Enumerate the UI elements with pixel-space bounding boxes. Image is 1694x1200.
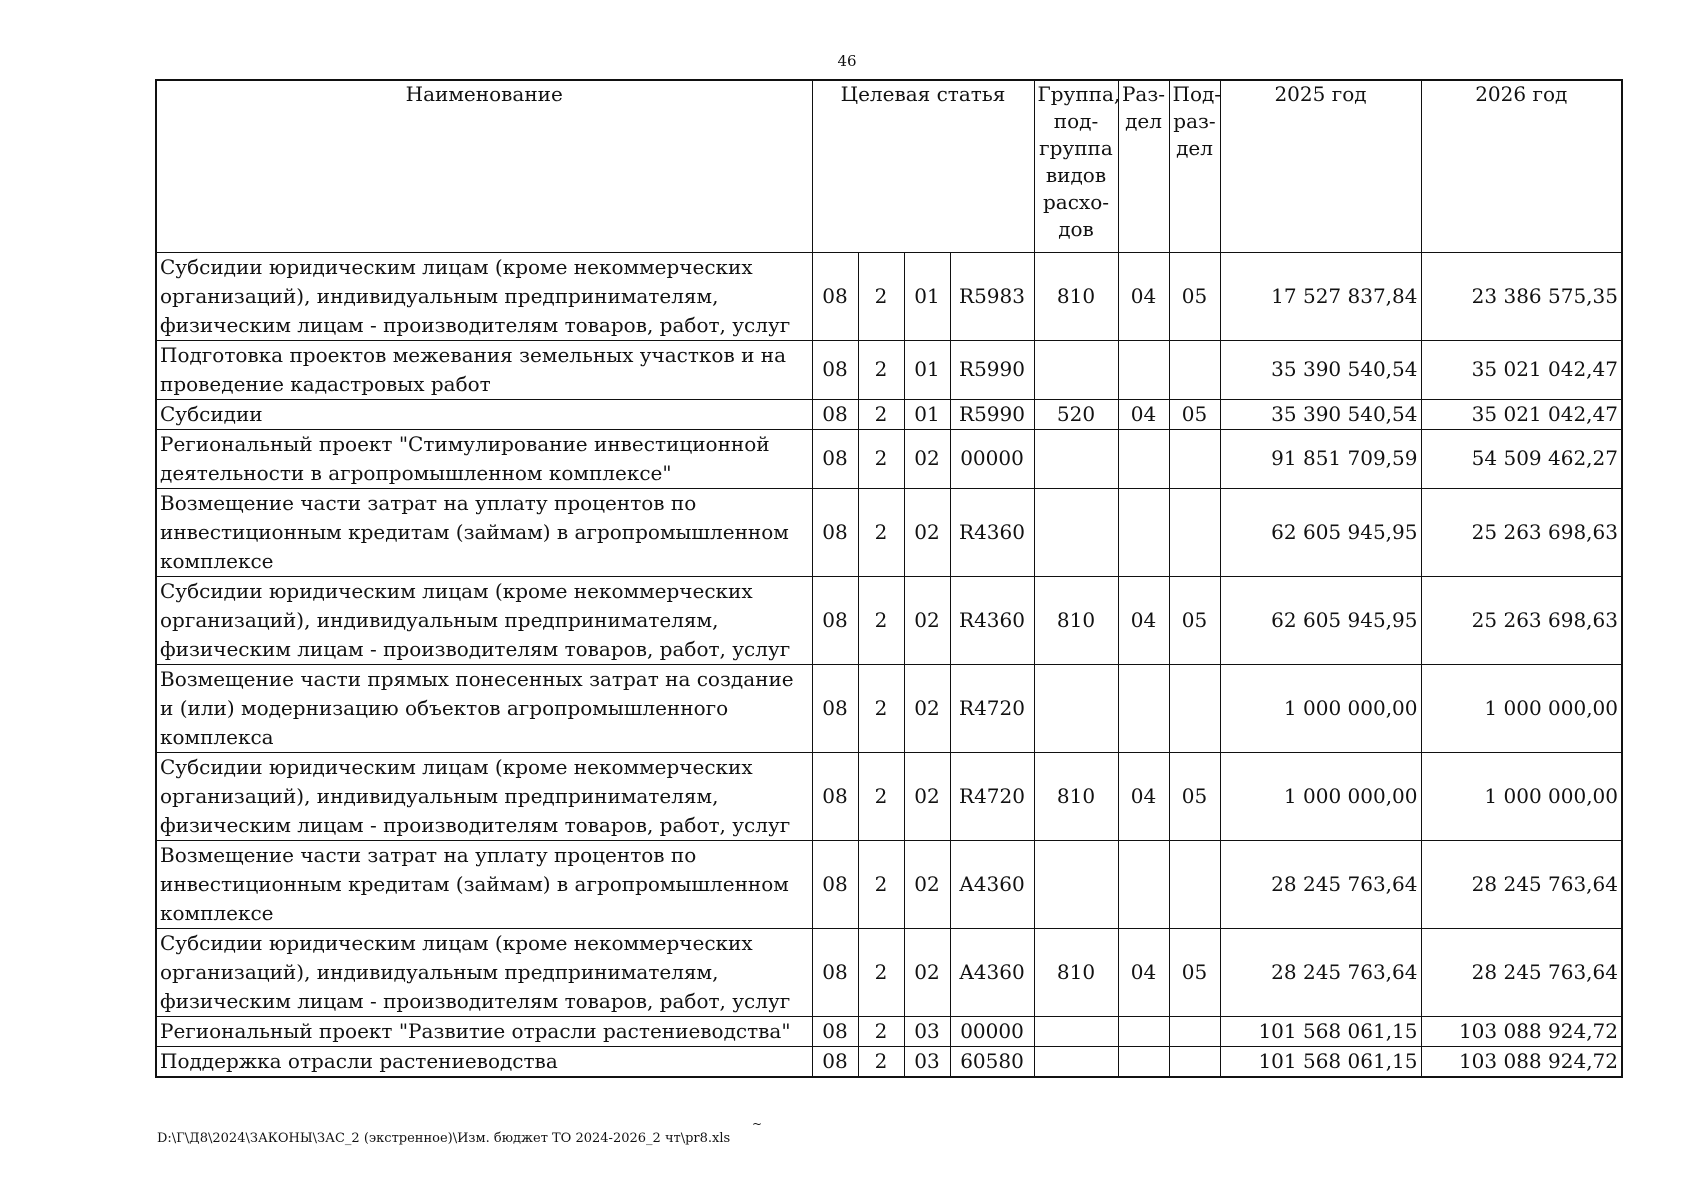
table-row	[156, 340, 1622, 399]
table-row	[156, 399, 1622, 429]
row-code-direction: R5990	[950, 399, 1034, 429]
row-amount-2025: 101 568 061,15	[1220, 1016, 1421, 1046]
row-section	[1118, 488, 1169, 576]
row-code-direction: 00000	[950, 429, 1034, 488]
row-code-subprogram: 2	[858, 399, 904, 429]
row-code-subprogram: 2	[858, 840, 904, 928]
table-row	[156, 576, 1622, 664]
row-code-subprogram: 2	[858, 252, 904, 340]
row-code-main-event: 01	[904, 399, 950, 429]
row-code-main-event: 02	[904, 488, 950, 576]
row-code-direction: R5983	[950, 252, 1034, 340]
row-code-direction: R4720	[950, 752, 1034, 840]
row-section: 04	[1118, 252, 1169, 340]
row-name: Субсидии	[156, 399, 812, 429]
row-amount-2025: 28 245 763,64	[1220, 928, 1421, 1016]
row-amount-2025: 28 245 763,64	[1220, 840, 1421, 928]
row-code-subprogram: 2	[858, 576, 904, 664]
row-section: 04	[1118, 752, 1169, 840]
table-row	[156, 664, 1622, 752]
row-code-program: 08	[812, 752, 858, 840]
row-code-subprogram: 2	[858, 340, 904, 399]
row-amount-2025: 101 568 061,15	[1220, 1046, 1421, 1077]
row-section	[1118, 1046, 1169, 1077]
row-amount-2025: 35 390 540,54	[1220, 399, 1421, 429]
row-code-direction: R4720	[950, 664, 1034, 752]
row-amount-2026: 103 088 924,72	[1421, 1016, 1622, 1046]
header-year-2025: 2025 год	[1220, 80, 1421, 252]
row-amount-2025: 17 527 837,84	[1220, 252, 1421, 340]
row-name: Возмещение части прямых понесенных затрат на создание и (или) модернизацию объектов агропромышленного комплекса	[156, 664, 812, 752]
row-expense-group	[1034, 488, 1118, 576]
row-code-subprogram: 2	[858, 488, 904, 576]
row-amount-2026: 25 263 698,63	[1421, 576, 1622, 664]
row-code-subprogram: 2	[858, 928, 904, 1016]
row-expense-group: 520	[1034, 399, 1118, 429]
row-code-direction: A4360	[950, 840, 1034, 928]
table-row	[156, 840, 1622, 928]
row-code-subprogram: 2	[858, 664, 904, 752]
footer-file-path: D:\Г\Д8\2024\ЗАКОНЫ\ЗАС_2 (экстренное)\Изм. бюджет ТО 2024-2026_2 чт\pr8.xls	[157, 1131, 731, 1146]
row-section: 04	[1118, 576, 1169, 664]
row-section: 04	[1118, 399, 1169, 429]
row-code-program: 08	[812, 429, 858, 488]
row-code-direction: R5990	[950, 340, 1034, 399]
row-code-direction: R4360	[950, 488, 1034, 576]
row-code-direction: 00000	[950, 1016, 1034, 1046]
row-code-subprogram: 2	[858, 1016, 904, 1046]
row-code-direction: R4360	[950, 576, 1034, 664]
row-code-subprogram: 2	[858, 1046, 904, 1077]
row-subsection	[1169, 664, 1220, 752]
row-amount-2026: 103 088 924,72	[1421, 1046, 1622, 1077]
row-code-direction: A4360	[950, 928, 1034, 1016]
row-amount-2026: 28 245 763,64	[1421, 840, 1622, 928]
row-amount-2026: 35 021 042,47	[1421, 340, 1622, 399]
row-amount-2025: 1 000 000,00	[1220, 752, 1421, 840]
header-section: Раз-дел	[1118, 80, 1169, 252]
row-amount-2025: 91 851 709,59	[1220, 429, 1421, 488]
row-expense-group: 810	[1034, 928, 1118, 1016]
table-row	[156, 752, 1622, 840]
row-name: Подготовка проектов межевания земельных участков и на проведение кадастровых работ	[156, 340, 812, 399]
row-code-subprogram: 2	[858, 429, 904, 488]
header-expense-group: Группа, под-группа видов расхо-дов	[1034, 80, 1118, 252]
row-amount-2026: 25 263 698,63	[1421, 488, 1622, 576]
row-amount-2025: 62 605 945,95	[1220, 576, 1421, 664]
row-code-program: 08	[812, 340, 858, 399]
row-code-main-event: 03	[904, 1016, 950, 1046]
row-expense-group	[1034, 429, 1118, 488]
row-subsection	[1169, 429, 1220, 488]
table-row	[156, 928, 1622, 1016]
budget-table	[155, 79, 1623, 1078]
header-year-2026: 2026 год	[1421, 80, 1622, 252]
row-code-main-event: 02	[904, 840, 950, 928]
row-expense-group: 810	[1034, 576, 1118, 664]
row-code-main-event: 02	[904, 928, 950, 1016]
row-code-main-event: 02	[904, 576, 950, 664]
table-row	[156, 1016, 1622, 1046]
row-code-direction: 60580	[950, 1046, 1034, 1077]
row-code-program: 08	[812, 399, 858, 429]
row-subsection	[1169, 1046, 1220, 1077]
row-amount-2025: 62 605 945,95	[1220, 488, 1421, 576]
row-subsection	[1169, 840, 1220, 928]
table-row	[156, 429, 1622, 488]
row-expense-group: 810	[1034, 752, 1118, 840]
header-name: Наименование	[156, 80, 812, 252]
row-expense-group	[1034, 340, 1118, 399]
row-subsection: 05	[1169, 752, 1220, 840]
row-amount-2025: 35 390 540,54	[1220, 340, 1421, 399]
row-name: Субсидии юридическим лицам (кроме некоммерческих организаций), индивидуальным предпринимателям, физическим лицам - производителям товаров, работ, услуг	[156, 752, 812, 840]
row-expense-group: 810	[1034, 252, 1118, 340]
row-subsection	[1169, 488, 1220, 576]
row-expense-group	[1034, 1046, 1118, 1077]
row-amount-2026: 28 245 763,64	[1421, 928, 1622, 1016]
table-header-row	[156, 80, 1622, 252]
row-code-program: 08	[812, 1016, 858, 1046]
table-row	[156, 1046, 1622, 1077]
row-code-program: 08	[812, 1046, 858, 1077]
scan-mark: ~	[752, 1117, 763, 1131]
row-name: Субсидии юридическим лицам (кроме некоммерческих организаций), индивидуальным предпринимателям, физическим лицам - производителям товаров, работ, услуг	[156, 252, 812, 340]
row-expense-group	[1034, 840, 1118, 928]
row-section: 04	[1118, 928, 1169, 1016]
row-section	[1118, 429, 1169, 488]
row-section	[1118, 1016, 1169, 1046]
row-amount-2026: 35 021 042,47	[1421, 399, 1622, 429]
row-expense-group	[1034, 1016, 1118, 1046]
row-amount-2025: 1 000 000,00	[1220, 664, 1421, 752]
table-row	[156, 488, 1622, 576]
row-code-main-event: 01	[904, 340, 950, 399]
page-number: 46	[837, 52, 857, 70]
row-name: Поддержка отрасли растениеводства	[156, 1046, 812, 1077]
row-code-program: 08	[812, 488, 858, 576]
table-row	[156, 252, 1622, 340]
row-code-main-event: 02	[904, 664, 950, 752]
row-code-main-event: 01	[904, 252, 950, 340]
row-code-subprogram: 2	[858, 752, 904, 840]
row-subsection: 05	[1169, 928, 1220, 1016]
row-name: Субсидии юридическим лицам (кроме некоммерческих организаций), индивидуальным предпринимателям, физическим лицам - производителям товаров, работ, услуг	[156, 576, 812, 664]
row-name: Субсидии юридическим лицам (кроме некоммерческих организаций), индивидуальным предпринимателям, физическим лицам - производителям товаров, работ, услуг	[156, 928, 812, 1016]
row-amount-2026: 1 000 000,00	[1421, 752, 1622, 840]
row-amount-2026: 23 386 575,35	[1421, 252, 1622, 340]
row-code-program: 08	[812, 840, 858, 928]
row-expense-group	[1034, 664, 1118, 752]
row-code-program: 08	[812, 664, 858, 752]
row-code-main-event: 02	[904, 429, 950, 488]
row-name: Региональный проект "Стимулирование инвестиционной деятельности в агропромышленном комплексе"	[156, 429, 812, 488]
row-name: Возмещение части затрат на уплату процентов по инвестиционным кредитам (займам) в агропромышленном комплексе	[156, 840, 812, 928]
row-subsection: 05	[1169, 399, 1220, 429]
row-code-program: 08	[812, 928, 858, 1016]
row-subsection: 05	[1169, 576, 1220, 664]
row-code-program: 08	[812, 576, 858, 664]
row-amount-2026: 1 000 000,00	[1421, 664, 1622, 752]
header-subsection: Под-раз-дел	[1169, 80, 1220, 252]
row-subsection	[1169, 340, 1220, 399]
header-target-article: Целевая статья	[812, 80, 1034, 252]
row-code-program: 08	[812, 252, 858, 340]
row-subsection: 05	[1169, 252, 1220, 340]
row-subsection	[1169, 1016, 1220, 1046]
row-name: Региональный проект "Развитие отрасли растениеводства"	[156, 1016, 812, 1046]
row-amount-2026: 54 509 462,27	[1421, 429, 1622, 488]
row-section	[1118, 340, 1169, 399]
row-code-main-event: 03	[904, 1046, 950, 1077]
row-section	[1118, 840, 1169, 928]
row-name: Возмещение части затрат на уплату процентов по инвестиционным кредитам (займам) в агропромышленном комплексе	[156, 488, 812, 576]
row-section	[1118, 664, 1169, 752]
row-code-main-event: 02	[904, 752, 950, 840]
